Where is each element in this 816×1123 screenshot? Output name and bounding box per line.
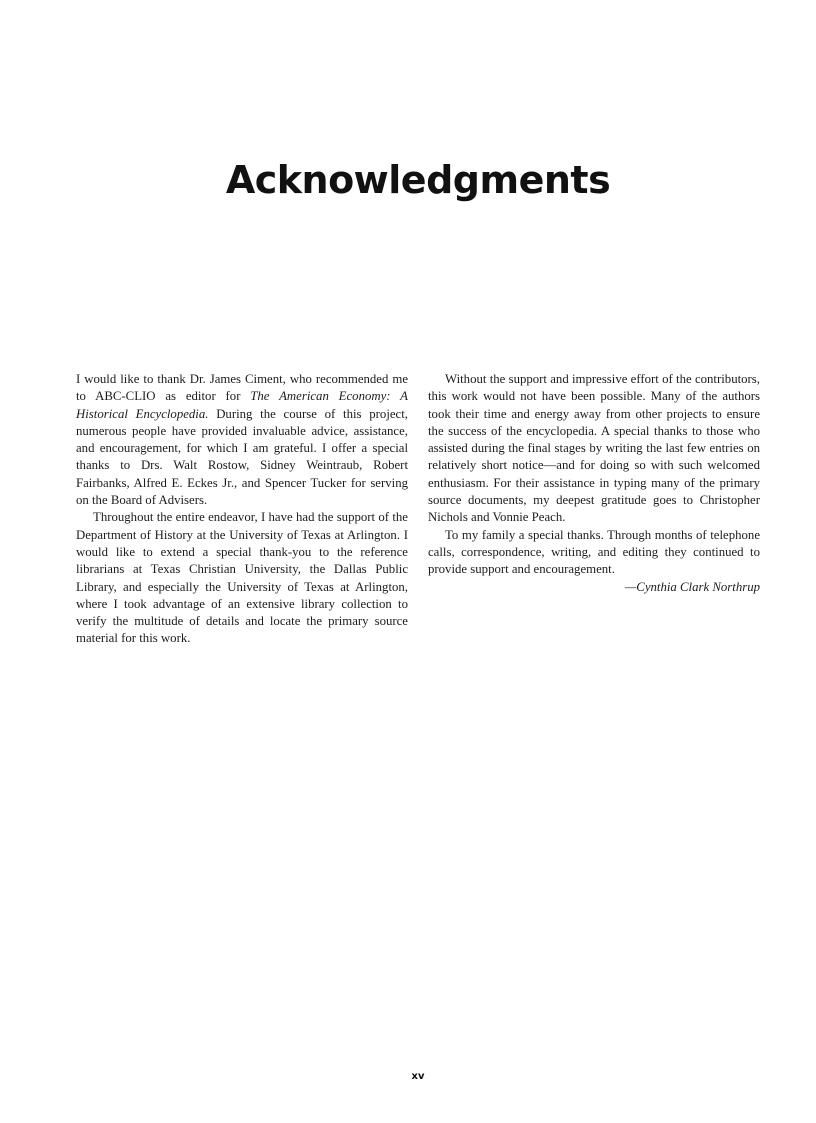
left-column <box>76 371 408 648</box>
right-paragraph-1: Without the support and impressive effort of the contributors, this work would not have been possible. Many of the authors took their time and energy away from other projects to ensure the success of the encyclopedia. A special thanks to those who assisted during the final stages by writing the last few entries on relatively short notice—and for doing so with such welcomed enthusiasm. For their assistance in typing many of the primary source documents, my deepest gratitude goes to Christopher Nichols and Vonnie Peach. <box>428 372 760 525</box>
right-paragraph-2: To my family a special thanks. Through months of telephone calls, correspondence, writing, and editing they continued to provide support and encouragement. <box>428 527 760 577</box>
author-signature: —Cynthia Clark Northrup <box>624 579 760 594</box>
page-number: xv <box>411 1071 425 1082</box>
left-paragraph-1 <box>76 371 408 509</box>
page-title: Acknowledgments <box>225 158 611 202</box>
right-column <box>428 371 760 596</box>
left-paragraph-1-intro: I would like to thank Dr. James Ciment, who recommended me to ABC-CLIO as editor for <box>76 372 408 404</box>
book-title: The American Economy: A Historical Encyclopedia. <box>76 389 408 421</box>
left-paragraph-1-body: During the course of this project, numerous people have provided invaluable advice, assistance, and encouragement, for which I am grateful. I offer a special thanks to Drs. Walt Rostow, Sidney Weintraub, Robert Fairbanks, Alfred E. Eckes Jr., and Spencer Tucker for serving on the Board of Advisers. <box>76 406 408 508</box>
left-paragraph-2: Throughout the entire endeavor, I have had the support of the Department of History at the University of Texas at Arlington. I would like to extend a special thank-you to the reference librarians at Texas Christian University, the Dallas Public Library, and especially the University of Texas at Arlington, where I took advantage of an extensive library collection to verify the multitude of details and locate the primary source material for this work. <box>76 510 408 646</box>
